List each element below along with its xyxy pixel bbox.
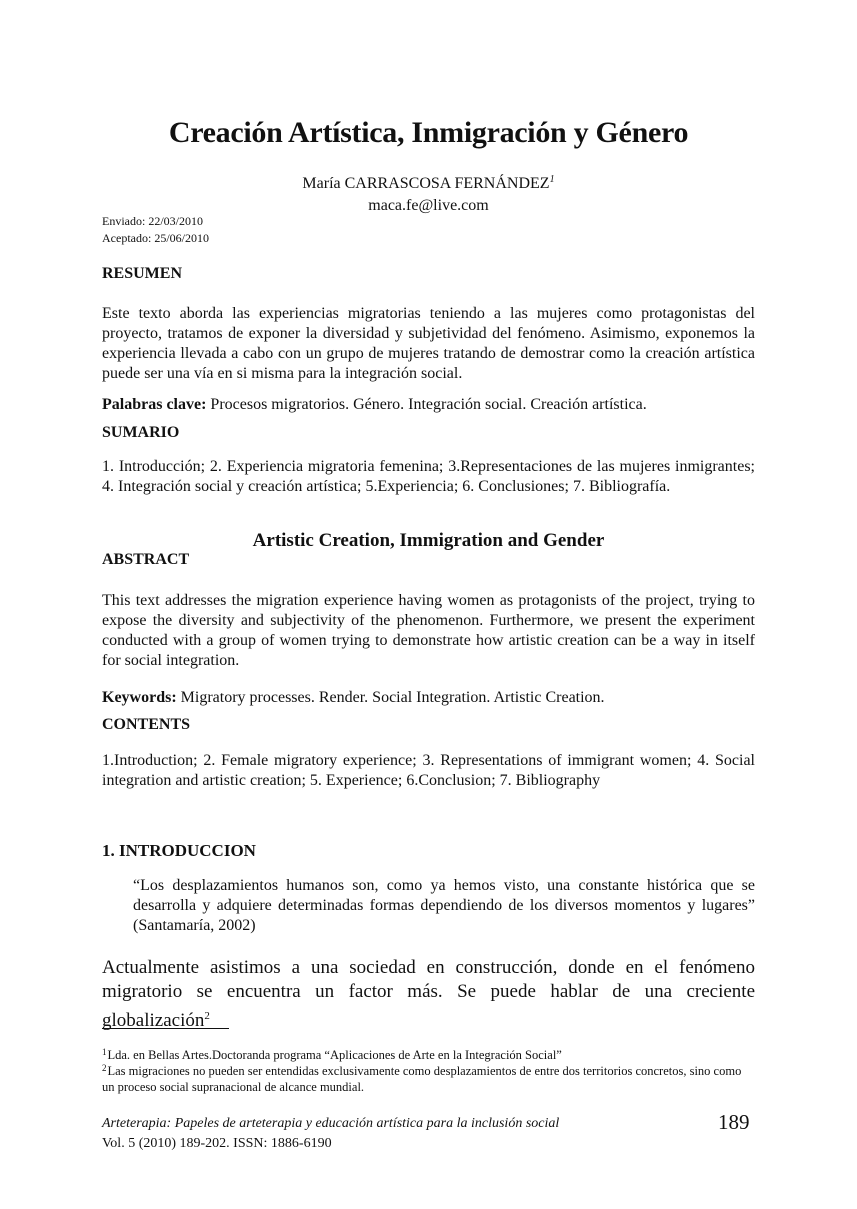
page-number: 189 <box>718 1110 750 1134</box>
introduction-body-mark: 2 <box>204 1010 210 1022</box>
keywords-label: Keywords: <box>102 689 177 706</box>
introduction-quote: “Los desplazamientos humanos son, como ya hemos visto, una constante histórica que se desarrolla y adquiere determinadas formas dependiendo de los diversos momentos y lugares” (Santamaría, 2002) <box>133 877 755 934</box>
date-accepted: Aceptado: 25/06/2010 <box>102 231 209 245</box>
author-footnote-mark: 1 <box>549 174 555 185</box>
palabras-clave-text: Procesos migratorios. Género. Integración social. Creación artística. <box>210 396 647 413</box>
abstract-heading: ABSTRACT <box>102 551 190 568</box>
sumario-heading: SUMARIO <box>102 424 180 441</box>
footnote-rule <box>102 1028 229 1029</box>
keywords-text: Migratory processes. Render. Social Integration. Artistic Creation. <box>180 689 605 706</box>
footnote-2 <box>102 1060 755 1095</box>
footnote-1-text: Lda. en Bellas Artes.Doctoranda programa “Aplicaciones de Arte en la Integración Social” <box>107 1048 562 1062</box>
resumen-text: Este texto aborda las experiencias migratorias teniendo a las mujeres como protagonistas del proyecto, tratamos de exponer la diversidad y subjetividad del fenómeno. Asimismo, exponemos la experiencia llevada a cabo con un grupo de mujeres tratando de demostrar como la creación artística puede ser una vía en si misma para la integración social. <box>102 305 755 382</box>
introduction-body <box>102 956 755 1033</box>
author-email: maca.fe@live.com <box>368 197 489 214</box>
palabras-clave-label: Palabras clave: <box>102 396 207 413</box>
keywords <box>102 688 755 708</box>
footnote-2-text: Las migraciones no pueden ser entendidas exclusivamente como desplazamientos de entre dos territorios concretos, sino como un proceso social supranacional de alcance mundial. <box>102 1064 742 1094</box>
english-title: Artistic Creation, Immigration and Gender <box>252 530 605 551</box>
author-line <box>0 174 857 193</box>
sumario-text: 1. Introducción; 2. Experiencia migratoria femenina; 3.Representaciones de las mujeres inmigrantes; 4. Integración social y creación artística; 5.Experiencia; 6. Conclusiones; 7. Bibliografía. <box>102 458 755 495</box>
palabras-clave <box>102 395 755 415</box>
date-sent: Enviado: 22/03/2010 <box>102 214 203 228</box>
resumen-heading: RESUMEN <box>102 265 183 282</box>
footer-journal <box>102 1116 559 1132</box>
author-name: María CARRASCOSA FERNÁNDEZ <box>302 175 550 192</box>
abstract-text: This text addresses the migration experience having women as protagonists of the project, trying to expose the diversity and subjectivity of the phenomenon. Furthermore, we present the experiment conducted with a group of women trying to demonstrate how artistic creation can be a way in itself for social integration. <box>102 592 755 669</box>
contents-heading: CONTENTS <box>102 716 191 733</box>
footer-volume: Vol. 5 (2010) 189-202. ISSN: 1886-6190 <box>102 1136 332 1151</box>
introduction-heading: 1. INTRODUCCION <box>102 841 256 860</box>
introduction-body-text: Actualmente asistimos a una sociedad en construcción, donde en el fenómeno migratorio se encuentra un factor más. Se puede hablar de una creciente globalización <box>102 957 755 1031</box>
footer-journal-rest: : Papeles de arteterapia y educación artística para la inclusión social <box>166 1116 560 1131</box>
footnote-2-mark: 2 <box>102 1063 107 1073</box>
contents-text: 1.Introduction; 2. Female migratory experience; 3. Representations of immigrant women; 4. Social integration and artistic creation; 5. Experience; 6.Conclusion; 7. Bibliography <box>102 752 755 789</box>
footer-journal-name: Arteterapia <box>102 1116 167 1131</box>
footnote-1-mark: 1 <box>102 1047 107 1057</box>
paper-title: Creación Artística, Inmigración y Género <box>168 116 689 149</box>
